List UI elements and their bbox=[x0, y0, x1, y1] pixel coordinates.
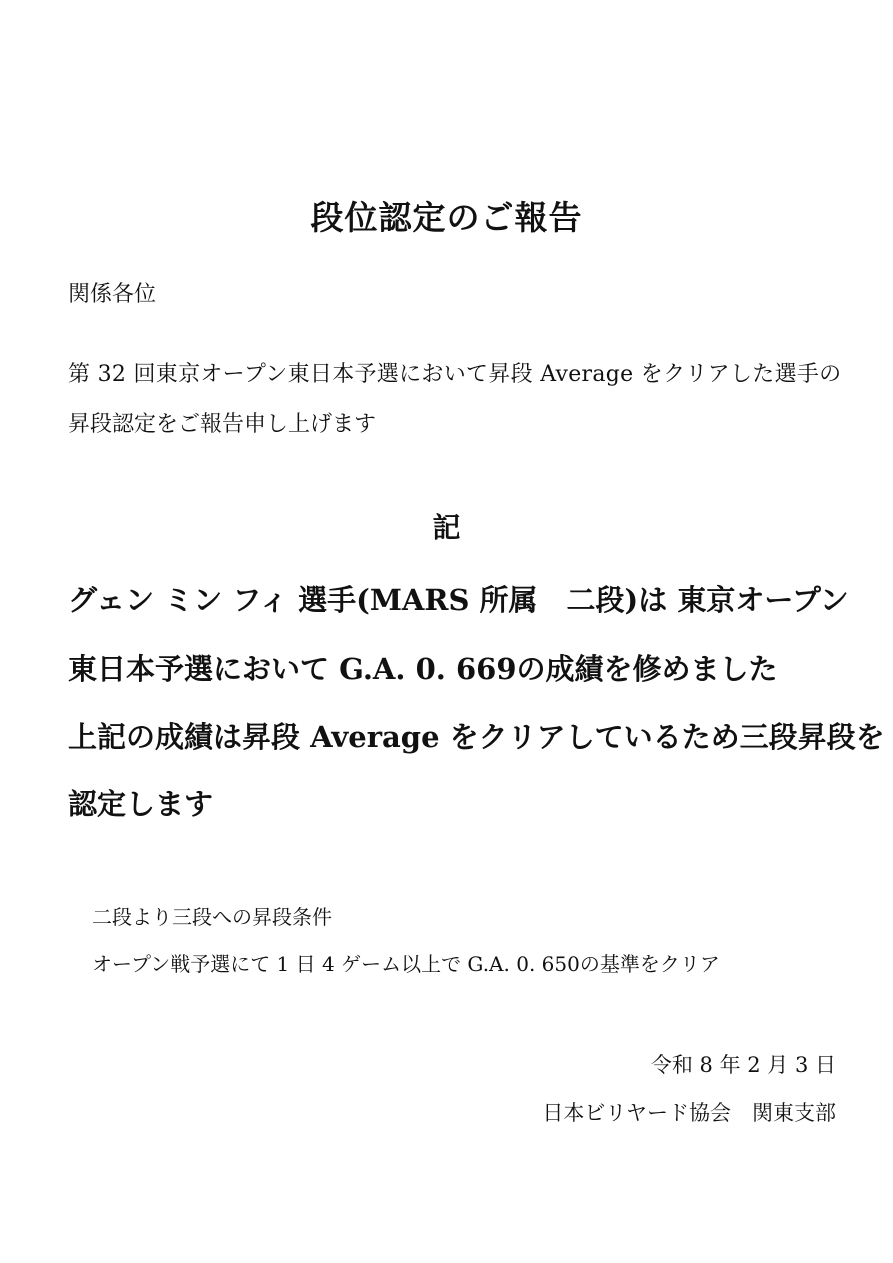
body-line-2: 東日本予選において G.A. 0. 669の成績を修めました bbox=[68, 652, 778, 686]
ki-heading: 記 bbox=[432, 511, 461, 544]
body-line-1: グェン ミン フィ 選手(MARS 所属 二段)は 東京オープン bbox=[68, 583, 849, 617]
intro-line-1: 第 32 回東京オープン東日本予選において昇段 Average をクリアした選手の bbox=[68, 362, 842, 387]
issue-date: 令和 8 年 2 月 3 日 bbox=[650, 1053, 836, 1077]
intro-line-2: 昇段認定をご報告申し上げます bbox=[68, 412, 377, 437]
issuing-organization: 日本ビリヤード協会 関東支部 bbox=[542, 1101, 836, 1125]
body-line-3: 上記の成績は昇段 Average をクリアしているため三段昇段を bbox=[68, 720, 885, 754]
addressee: 関係各位 bbox=[68, 282, 157, 307]
condition-detail: オープン戦予選にて 1 日 4 ゲーム以上で G.A. 0. 650の基準をクリア bbox=[92, 952, 720, 976]
condition-heading: 二段より三段への昇段条件 bbox=[92, 905, 332, 929]
body-line-4: 認定します bbox=[68, 787, 214, 821]
document-title: 段位認定のご報告 bbox=[310, 198, 583, 237]
